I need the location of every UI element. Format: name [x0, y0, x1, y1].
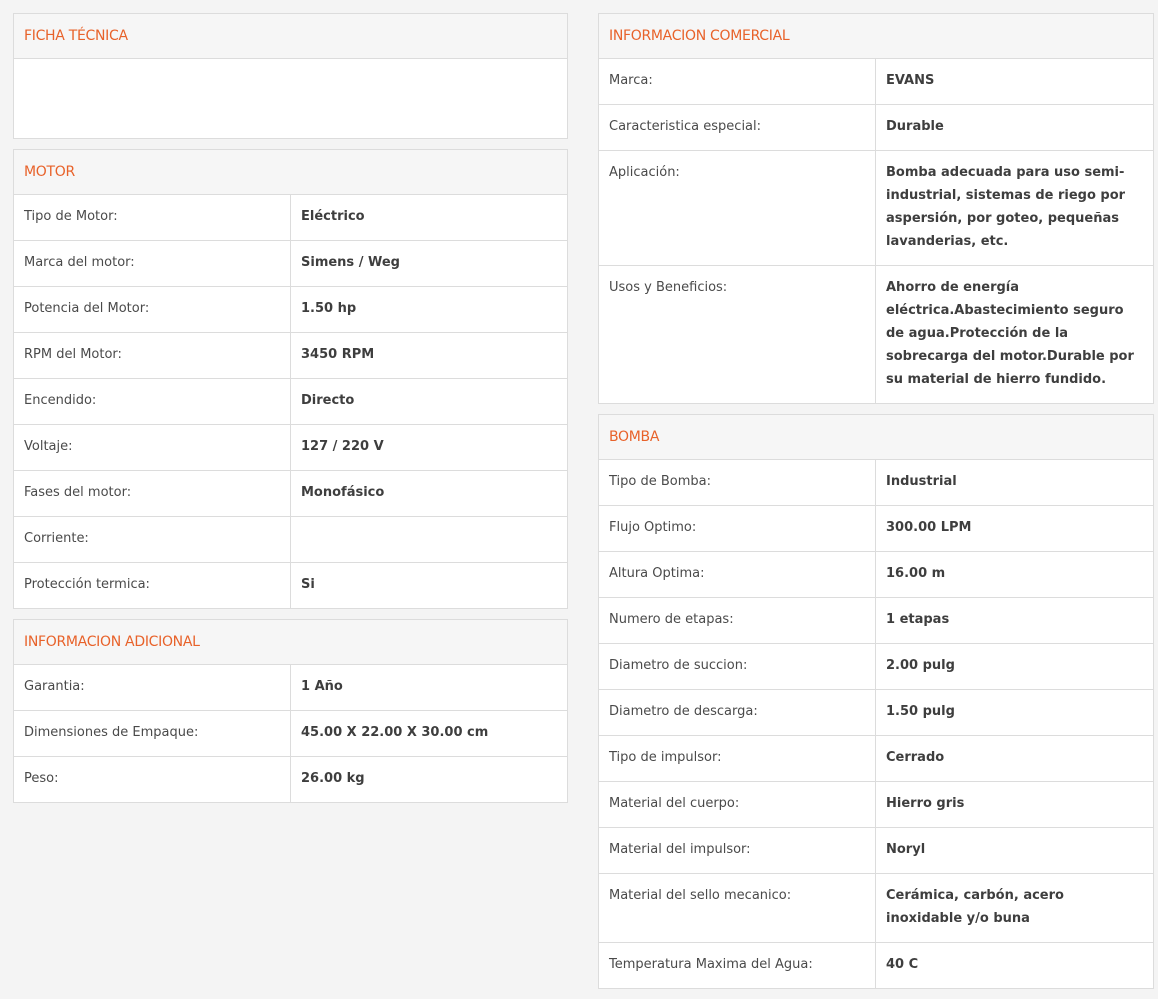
- spec-value: Durable: [876, 105, 1154, 151]
- spec-value: [291, 517, 568, 563]
- spec-label: Garantia:: [14, 665, 291, 711]
- spec-row: [599, 151, 1153, 266]
- spec-row: [14, 711, 567, 757]
- left-column: [13, 13, 568, 813]
- spec-row: [599, 266, 1153, 404]
- motor-panel: [13, 149, 568, 609]
- comercial-title: INFORMACION COMERCIAL: [599, 14, 1153, 59]
- spec-label: Potencia del Motor:: [14, 287, 291, 333]
- spec-row: [14, 425, 567, 471]
- spec-label: Caracteristica especial:: [599, 105, 876, 151]
- spec-label: Tipo de impulsor:: [599, 736, 876, 782]
- spec-value: 1.50 hp: [291, 287, 568, 333]
- spec-row: [14, 471, 567, 517]
- spec-label: Voltaje:: [14, 425, 291, 471]
- spec-value: Monofásico: [291, 471, 568, 517]
- spec-value: EVANS: [886, 73, 935, 88]
- spec-label: Marca del motor:: [14, 241, 291, 287]
- spec-value: Cerrado: [876, 736, 1154, 782]
- spec-value: Bomba adecuada para uso semi-industrial, sistemas de riego por aspersión, por goteo, pequeñas lavanderias, etc.: [876, 151, 1154, 266]
- spec-label: RPM del Motor:: [14, 333, 291, 379]
- spec-label: Dimensiones de Empaque:: [14, 711, 291, 757]
- spec-label: Marca:: [599, 59, 876, 105]
- spec-row: [14, 563, 567, 609]
- spec-row: [599, 943, 1153, 989]
- adicional-table: [14, 665, 567, 802]
- spec-label: Peso:: [14, 757, 291, 803]
- spec-row: [599, 874, 1153, 943]
- spec-value: Cerámica, carbón, acero inoxidable y/o buna: [876, 874, 1154, 943]
- bomba-panel: [598, 414, 1154, 989]
- spec-label: Numero de etapas:: [599, 598, 876, 644]
- adicional-title: INFORMACION ADICIONAL: [14, 620, 567, 665]
- spec-row: [599, 105, 1153, 151]
- comercial-panel: [598, 13, 1154, 404]
- motor-table: [14, 195, 567, 608]
- spec-row: [599, 598, 1153, 644]
- spec-value: Ahorro de energía eléctrica.Abastecimiento seguro de agua.Protección de la sobrecarga del motor.Durable por su material de hierro fundido.: [876, 266, 1154, 404]
- spec-value: Simens / Weg: [291, 241, 568, 287]
- spec-label: Temperatura Maxima del Agua:: [599, 943, 876, 989]
- spec-label: Altura Optima:: [599, 552, 876, 598]
- spec-value: 300.00 LPM: [876, 506, 1154, 552]
- spec-label: Protección termica:: [14, 563, 291, 609]
- spec-label: Aplicación:: [599, 151, 876, 266]
- spec-label: Usos y Beneficios:: [599, 266, 876, 404]
- spec-row: [599, 782, 1153, 828]
- spec-value: Noryl: [876, 828, 1154, 874]
- spec-label: Encendido:: [14, 379, 291, 425]
- spec-row: [14, 241, 567, 287]
- spec-value: 1 etapas: [876, 598, 1154, 644]
- spec-row: [599, 59, 1153, 105]
- spec-row: [599, 828, 1153, 874]
- spec-value: 45.00 X 22.00 X 30.00 cm: [291, 711, 568, 757]
- spec-value: 26.00 kg: [291, 757, 568, 803]
- spec-row: [14, 287, 567, 333]
- ficha-tecnica-body: [14, 59, 567, 138]
- spec-row: [14, 517, 567, 563]
- spec-label: Fases del motor:: [14, 471, 291, 517]
- spec-label: Corriente:: [14, 517, 291, 563]
- spec-row: [14, 757, 567, 803]
- spec-row: [599, 644, 1153, 690]
- bomba-table: [599, 460, 1153, 988]
- spec-value: Directo: [291, 379, 568, 425]
- spec-value: Hierro gris: [876, 782, 1154, 828]
- spec-value: 16.00 m: [876, 552, 1154, 598]
- spec-label: Material del sello mecanico:: [599, 874, 876, 943]
- spec-value: Eléctrico: [301, 209, 365, 224]
- spec-row: [599, 736, 1153, 782]
- spec-row: [14, 333, 567, 379]
- spec-value: 2.00 pulg: [876, 644, 1154, 690]
- spec-label: Material del cuerpo:: [599, 782, 876, 828]
- spec-label: Diametro de descarga:: [599, 690, 876, 736]
- ficha-tecnica-panel: [13, 13, 568, 139]
- spec-row: [599, 690, 1153, 736]
- spec-label: Tipo de Motor:: [14, 195, 291, 241]
- spec-value: 40 C: [876, 943, 1154, 989]
- spec-value: 127 / 220 V: [291, 425, 568, 471]
- spec-value: 1.50 pulg: [876, 690, 1154, 736]
- adicional-panel: [13, 619, 568, 803]
- spec-label: Tipo de Bomba:: [599, 460, 876, 506]
- spec-row: [599, 506, 1153, 552]
- motor-title: MOTOR: [14, 150, 567, 195]
- right-column: [598, 13, 1154, 999]
- spec-label: Diametro de succion:: [599, 644, 876, 690]
- spec-value: 3450 RPM: [291, 333, 568, 379]
- spec-row: [599, 552, 1153, 598]
- spec-value: 1 Año: [301, 679, 343, 694]
- spec-label: Material del impulsor:: [599, 828, 876, 874]
- spec-row: [599, 460, 1153, 506]
- spec-value: Industrial: [886, 474, 957, 489]
- spec-label: Flujo Optimo:: [599, 506, 876, 552]
- spec-row: [14, 379, 567, 425]
- ficha-tecnica-title: FICHA TÉCNICA: [14, 14, 567, 59]
- spec-row: [14, 195, 567, 241]
- spec-value: Si: [291, 563, 568, 609]
- comercial-table: [599, 59, 1153, 403]
- bomba-title: BOMBA: [599, 415, 1153, 460]
- spec-row: [14, 665, 567, 711]
